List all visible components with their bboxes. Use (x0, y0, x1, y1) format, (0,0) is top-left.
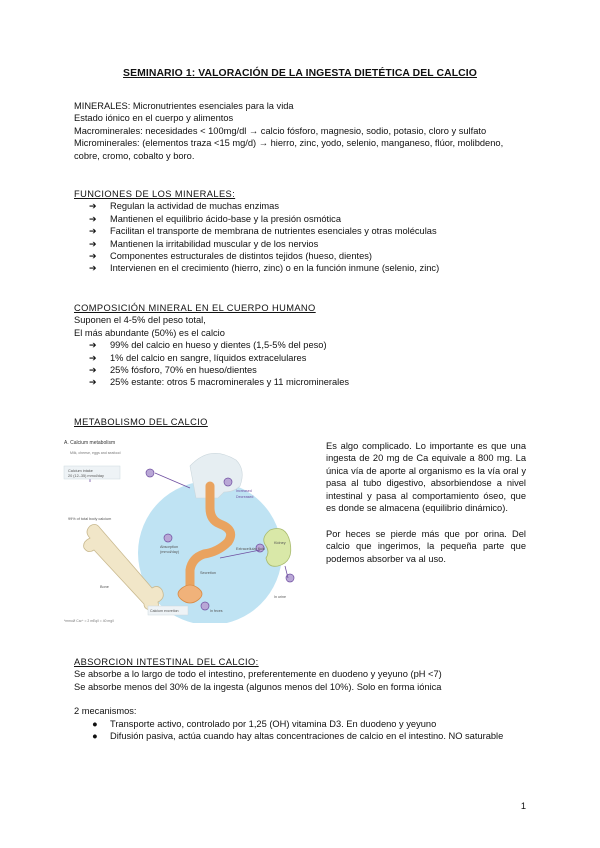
metabolismo-section (74, 416, 534, 428)
kidney-illustration (264, 529, 291, 567)
extracellular-label: Extracellular fluid (236, 547, 265, 551)
marker-icon (164, 534, 172, 542)
arrow-icon: ➔ (89, 377, 97, 388)
arrow-icon: ➔ (89, 238, 97, 249)
list-item: ➔ 25% estante: otros 5 macrominerales y 11 microminerales (89, 377, 350, 388)
metabolismo-paragraph-2: Por heces se pierde más que por orina. Del calcio que ingerimos, la pequeña parte que podemos absorber va al uso. (326, 529, 526, 564)
bullet-icon: ● (92, 731, 98, 742)
list-item: ➔ Regulan la actividad de muchas enzimas (89, 201, 279, 212)
figure-footnote: *mmol/l Ca²⁺ = 2 mEq/l = 40 mg/l (64, 619, 114, 623)
list-item: ➔ Mantienen el equilibrio ácido-base y la presión osmótica (89, 213, 342, 224)
funciones-heading: FUNCIONES DE LOS MINERALES: (74, 189, 236, 199)
arrow-icon: ➔ (89, 340, 97, 351)
metabolismo-heading: METABOLISMO DEL CALCIO (74, 417, 208, 427)
minerales-section (74, 100, 534, 162)
funciones-section (74, 188, 534, 275)
page-title: SEMINARIO 1: VALORACIÓN DE LA INGESTA DIETÉTICA DEL CALCIO (123, 68, 477, 79)
arrow-icon: ➔ (89, 226, 97, 237)
list-item: ➔ Mantienen la irritabilidad muscular y de los nervios (89, 238, 319, 249)
arrow-icon: ➔ (89, 352, 97, 363)
intake-label: Calcium intake (68, 469, 93, 473)
absorcion-heading: ABSORCION INTESTINAL DEL CALCIO: (74, 657, 259, 667)
excretion-label: Calcium excretion (150, 609, 179, 613)
metabolismo-paragraph-1: Es algo complicado. Lo importante es que una ingesta de 20 mg de Ca equivale a 800 mg. La única vía de aporte al organismo es la vía oral y pasa al tubo digestivo, absorbiendose a nivel intestinal y pasa al comportamiento óseo, que es donde se almacena (equilibrio dinámico). (326, 441, 526, 514)
list-item: ➔ Facilitan el transporte de membrana de nutrientes esenciales y otras moléculas (89, 226, 437, 237)
composicion-heading: COMPOSICIÓN MINERAL EN EL CUERPO HUMANO (74, 303, 316, 313)
list-item: ➔ 1% del calcio en sangre, líquidos extracelulares (89, 352, 307, 363)
composicion-line: El más abundante (50%) es el calcio (74, 327, 225, 338)
mecanismos-list (74, 718, 534, 743)
bone-percent-label: 99% of total body calcium (68, 517, 112, 521)
composicion-line: Suponen el 4-5% del peso total, (74, 315, 206, 326)
composicion-section (74, 302, 534, 389)
list-item: ➔ 25% fósforo, 70% en hueso/dientes (89, 365, 257, 376)
calcium-metabolism-diagram (60, 438, 305, 623)
urine-label: In urine (274, 595, 286, 599)
absorcion-line: Se absorbe menos del 30% de la ingesta (algunos menos del 10%). Solo en forma iónica (74, 681, 442, 692)
list-item: ➔ 99% del calcio en hueso y dientes (1,5-5% del peso) (89, 340, 327, 351)
intake-value: 20 (12–35) mmol/day (68, 474, 104, 478)
increased-label: Increased (236, 489, 252, 493)
feces-label: In feces (210, 609, 223, 613)
absorcion-line: Se absorbe a lo largo de todo el intestino, preferentemente en duodeno y yeyuno (pH <7) (74, 669, 442, 680)
minerales-line: cobre, cromo, cobalto y boro. (74, 150, 195, 161)
list-item: ➔ Componentes estructurales de distintos tejidos (hueso, dientes) (89, 251, 373, 262)
decreased-label: Decreased (236, 495, 254, 499)
marker-icon (146, 469, 154, 477)
arrow-icon: ➔ (89, 251, 97, 262)
arrow-icon: ➔ (89, 201, 97, 212)
minerales-line: Microminerales: (elementos traza <15 mg/d) → hierro, zinc, yodo, selenio, manganeso, flúor, molibdeno, (74, 138, 504, 149)
minerales-line: Macrominerales: necesidades < 100mg/dl → calcio fósforo, magnesio, sodio, potasio, cloro y sulfato (74, 125, 487, 136)
bone-label: Bone (100, 585, 109, 589)
marker-icon (201, 602, 209, 610)
mecanismos-label: 2 mecanismos: (74, 706, 137, 717)
secretion-label: Secretion (200, 571, 217, 575)
minerales-line: MINERALES: Micronutrientes esenciales para la vida (74, 101, 294, 111)
bullet-icon: ● (92, 718, 98, 729)
funciones-list (74, 200, 534, 274)
marker-icon (224, 478, 232, 486)
figure-caption: A. Calcium metabolism (64, 440, 116, 446)
arrow-icon: ➔ (89, 365, 97, 376)
milk-label: Milk, cheese, eggs and seafood (70, 451, 121, 455)
page-number: 1 (520, 801, 526, 811)
absorption-label: Absorption (160, 545, 179, 549)
list-item: ● Transporte activo, controlado por 1,25 (OH) vitamina D3. En duodeno y yeyuno (92, 718, 437, 729)
list-item: ➔ Intervienen en el crecimiento (hierro, zinc) o en la función inmune (selenio, zinc) (89, 263, 440, 274)
absorcion-section (74, 656, 534, 742)
flow-arrow (155, 473, 190, 488)
arrow-icon: ➔ (89, 263, 97, 274)
composicion-list (74, 339, 534, 389)
arrow-icon: ➔ (89, 213, 97, 224)
calcium-metabolism-figure (60, 438, 305, 623)
kidney-label: Kidney (274, 541, 286, 545)
absorption-value: (mmol/day) (160, 550, 179, 554)
list-item: ● Difusión pasiva, actúa cuando hay altas concentraciones de calcio en el intestino. NO saturable (92, 731, 504, 742)
minerales-line: Estado iónico en el cuerpo y alimentos (74, 113, 234, 124)
